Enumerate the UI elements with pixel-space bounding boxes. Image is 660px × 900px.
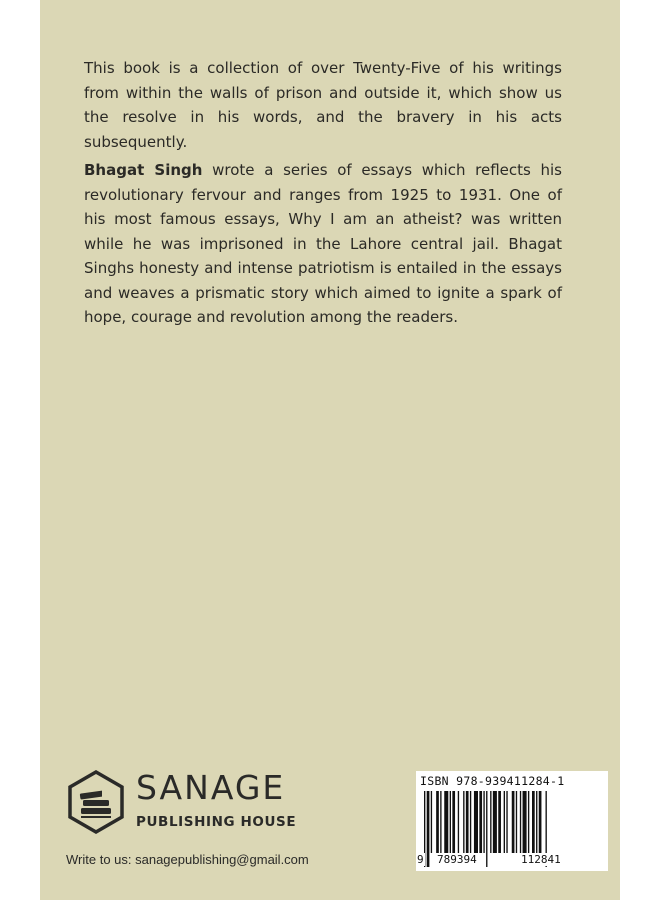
barcode-bar [474,791,478,853]
blurb-paragraph-1: This book is a collection of over Twenty-Five of his writings from within the walls of prison and outside it, which show us the resolve in his words, and the bravery in his acts subsequently. [84,59,562,151]
barcode-bar [452,791,455,853]
author-name: Bhagat Singh [84,161,203,179]
barcode-bar [450,791,451,853]
barcode-bar [523,791,527,853]
barcode-digit-first: 9 [417,853,424,866]
hexagon-books-icon [66,770,126,834]
contact-email: Write to us: sanagepublishing@gmail.com [66,852,309,867]
barcode-bar [516,791,517,853]
isbn-barcode [416,771,608,871]
barcode-bar [466,791,469,853]
barcode-bar [506,791,507,853]
barcode-bar [444,791,448,853]
barcode-digit-group-2: 112841 [521,853,561,866]
barcode-bar [498,791,501,853]
blurb-paragraph-2-body: wrote a series of essays which reflects his revolutionary fervour and ranges from 1925 to 1931. One of his most famous essays, Why I am an atheist? was written while he was imprisoned in the Lahore central jail. Bhagat Singhs honesty and intense patriotism is entailed in the essays and weaves a prismatic story which aimed to ignite a spark of hope, courage and revolution among the readers. [84,161,562,326]
barcode-bar [440,791,441,853]
barcode-bar [458,791,459,853]
barcode-bar [483,791,484,853]
barcode-bar [493,791,497,853]
barcode-bar [532,791,535,853]
barcode-bar [479,791,482,853]
barcode-bar [504,791,505,853]
blurb-paragraph-2 [84,158,562,330]
barcode-bar [463,791,464,853]
publisher-name: SANAGE [136,768,286,807]
barcode-bar [520,791,521,853]
publisher-block [66,770,326,840]
isbn-label: ISBN 978-939411284-1 [420,774,565,788]
barcode-digit-group-1: 789394 [437,853,477,866]
publisher-subtitle: PUBLISHING HOUSE [136,814,297,830]
barcode-bar [436,791,439,853]
barcode-bar [486,791,487,867]
barcode-bar [427,791,430,867]
barcode-bar [528,791,529,853]
barcode-bar [490,791,491,853]
blurb-text [84,56,562,334]
barcode-bar [470,791,471,853]
barcode-bar [539,791,542,853]
barcode-bar [431,791,432,853]
barcode-bar [536,791,537,853]
back-cover [40,0,620,900]
barcode-bar [512,791,515,853]
